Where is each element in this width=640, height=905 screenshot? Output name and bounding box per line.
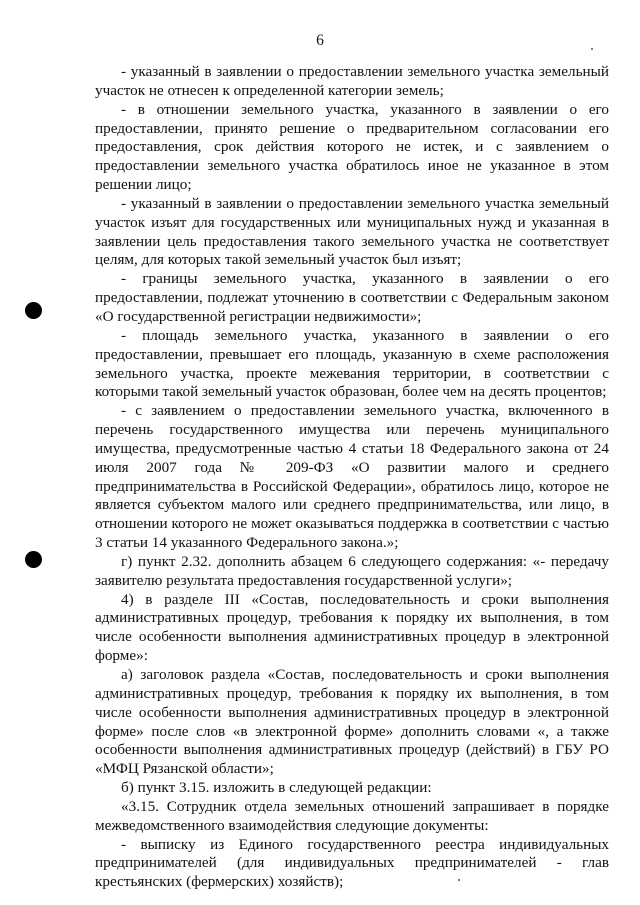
- paragraph-egrip-extract: - выписку из Единого государственного реестра индивидуальных предпринимателей (для индивидуальных предпринимателей - глав крестьянских (фермерских) хозяйств);: [95, 835, 609, 891]
- paragraph-clause-b: б) пункт 3.15. изложить в следующей редакции:: [121, 779, 432, 797]
- paragraph-clause-a: а) заголовок раздела «Состав, последовательность и сроки выполнения административных процедур, требования к порядку их выполнения, в том числе особенности выполнения административных процедур в электронной форме» после слов «в электронной форме» дополнить словами «, а также особенности выполнения административных процедур (действий) в ГБУ РО «МФЦ Рязанской области»;: [95, 666, 609, 778]
- paragraph-item-4: 4) в разделе III «Состав, последовательность и сроки выполнения административных процедур, требования к порядку их выполнения, в том числе особенности выполнения административных процедур в электронной форме»:: [95, 590, 609, 665]
- paragraph-3-15: «3.15. Сотрудник отдела земельных отношений запрашивает в порядке межведомственного взаимодействия следующие документы:: [95, 797, 609, 834]
- paragraph-clause-g: г) пункт 2.32. дополнить абзацем 6 следующего содержания: «- передачу заявителю результата предоставления государственной услуги»;: [95, 552, 609, 589]
- punch-hole-bottom: [25, 551, 42, 568]
- page-number: 6: [316, 32, 324, 49]
- paragraph-area-exceeded: - площадь земельного участка, указанного в заявлении о его предоставлении, превышает его площадь, указанную в схеме расположения земельного участка, проекте межевания территории, в соответствии с которыми такой земельный участок образован, более чем на десять процентов;: [95, 326, 609, 401]
- document-body: [95, 63, 609, 892]
- paragraph-boundaries-clarification: - границы земельного участка, указанного в заявлении о его предоставлении, подлежат уточнению в соответствии с Федеральным законом «О государственной регистрации недвижимости»;: [95, 270, 609, 325]
- paragraph-sme-property-list: - с заявлением о предоставлении земельного участка, включенного в перечень государственного имущества или перечень муниципального имущества, предусмотренные частью 4 статьи 18 Федерального закона от 24 июля 2007 года № 209-ФЗ «О развитии малого и среднего предпринимательства в Российской Федерации», обратилось лицо, которое не является субъектом малого или среднего предпринимательства, или лицо, в отношении которого не может оказываться поддержка в соответствии с частью 3 статьи 14 указанного Федерального закона.»;: [95, 402, 609, 552]
- paragraph-seized-plot: - указанный в заявлении о предоставлении земельного участка земельный участок изъят для государственных или муниципальных нужд и указанная в заявлении цель предоставления такого земельного участка не соответствует целям, для которых такой земельный участок был изъят;: [95, 194, 609, 269]
- punch-hole-top: [25, 302, 42, 319]
- paragraph-category-not-defined: - указанный в заявлении о предоставлении земельного участка земельный участок не отнесен к определенной категории земель;: [95, 63, 609, 99]
- paragraph-preliminary-approval: - в отношении земельного участка, указанного в заявлении о его предоставлении, принято решение о предварительном согласовании его предоставления, срок действия которого не истек, и с заявлением о предоставлении земельного участка обратилось иное не указанное в этом решении лицо;: [95, 100, 609, 194]
